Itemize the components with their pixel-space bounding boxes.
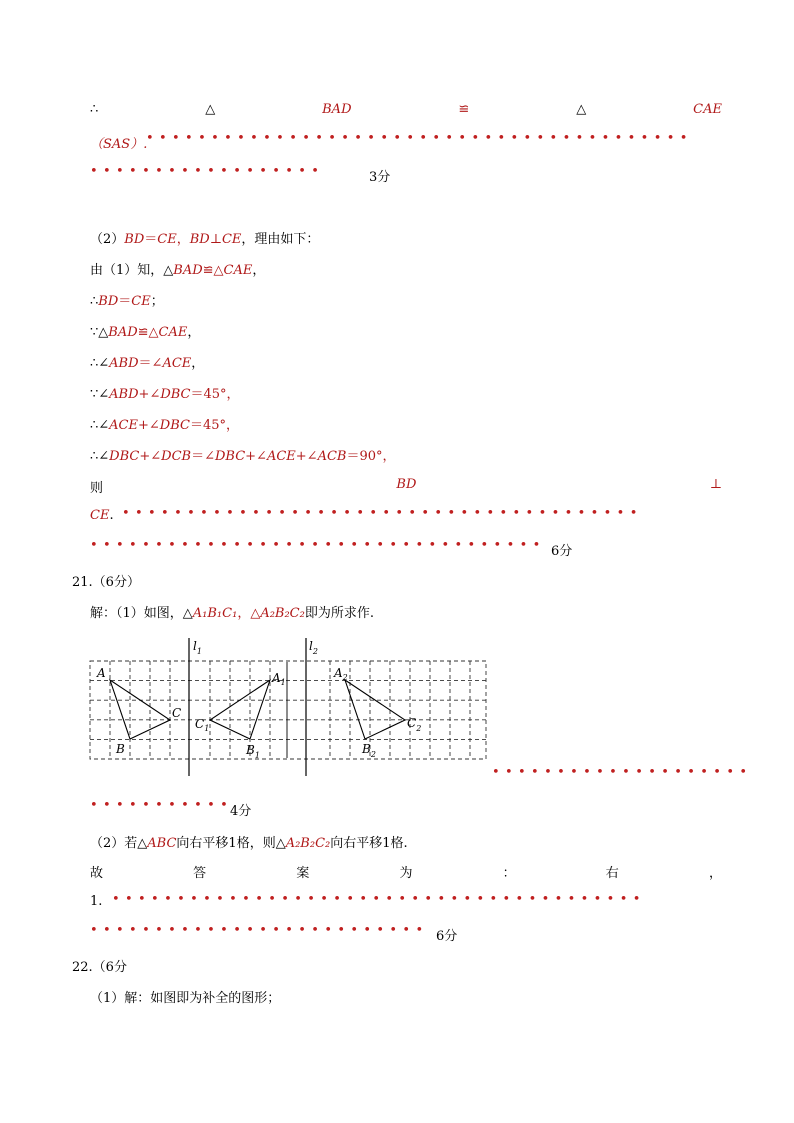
triangle-symbol: △ [576, 102, 587, 117]
q21-answer-line: 故 答 案 为 ： 右 ， [90, 866, 722, 881]
question-header: 21.（6分） [72, 575, 140, 590]
translation-grid-figure [80, 632, 500, 778]
q21-part2: （2）若△ABC向右平移1格，则△A₂B₂C₂向右平移1格. [90, 836, 408, 851]
score-label: 4分 [230, 804, 252, 819]
proof-step: ∴∠ABD＝∠ACE， [90, 356, 205, 371]
q20-part2-claim: （2）BD＝CE，BD⊥CE，理由如下： [90, 232, 320, 247]
term-bad: BAD [322, 102, 352, 117]
score-label: 6分 [436, 929, 458, 944]
question-header: 22.（6分 [72, 960, 127, 975]
vertex-b1: $B_1$ [246, 743, 260, 760]
q21-solution-intro: 解：（1）如图，△A₁B₁C₁，△A₂B₂C₂即为所求作. [90, 606, 374, 621]
triangle-symbol: △ [205, 102, 216, 117]
vertex-a: A [97, 666, 106, 680]
vertex-c: C [172, 706, 182, 720]
proof-step: 由（1）知，△BAD≌△CAE， [90, 263, 266, 278]
proof-step: ∴∠DBC+∠DCB＝∠DBC+∠ACE+∠ACB＝90°， [90, 449, 396, 464]
vertex-b2: $B_2$ [362, 742, 376, 759]
dashed-grid [90, 661, 486, 759]
proof-step: ∵△BAD≌△CAE， [90, 325, 201, 340]
dot-leader: •••••••••••••••••• [90, 164, 325, 179]
q21-answer-value: 1. [90, 894, 103, 909]
q22-part1: （1）解：如图即为补全的图形； [90, 991, 281, 1006]
congruent-symbol: ≌ [458, 102, 470, 117]
proof-conclusion-cont: CE. [90, 508, 114, 523]
vertex-c1: $C_1$ [195, 717, 210, 733]
dot-leader: ••••••••••••••••••••••••••••••••••• [90, 538, 546, 553]
dot-leader: •••••••••••••••••••• [492, 765, 753, 780]
vertex-a2: $A_2$ [334, 666, 348, 682]
proof-conclusion: 则 BD ⊥ [90, 477, 722, 496]
proof-step: ∵∠ABD+∠DBC＝45°， [90, 387, 240, 402]
term-cae: CAE [693, 102, 722, 117]
label-l2: $l_2$ [309, 639, 318, 656]
vertex-b: B [116, 742, 125, 756]
q20-line-congruence [90, 102, 722, 117]
proof-step: ∴BD＝CE； [90, 294, 164, 309]
vertex-a1: $A_1$ [272, 671, 286, 687]
sas-label: （SAS）. [90, 137, 148, 152]
dot-leader: •••••••••••••••••••••••••••••••••••••••••• [146, 131, 693, 146]
triangle-a2b2c2 [345, 680, 405, 739]
therefore-symbol: ∴ [90, 102, 99, 117]
dot-leader: ••••••••••••••••••••••••••••••••••••••••• [112, 892, 646, 907]
vertex-c2: $C_2$ [407, 716, 422, 733]
score-label: 3分 [369, 170, 391, 185]
proof-step: ∴∠ACE+∠DBC＝45°， [90, 418, 240, 433]
triangle-a1b1c1 [210, 680, 270, 739]
dot-leader: •••••••••••••••••••••••••• [90, 923, 429, 938]
dot-leader: ••••••••••• [90, 798, 234, 813]
score-label: 6分 [551, 544, 573, 559]
triangle-abc [110, 680, 170, 739]
label-l1: $l_1$ [193, 639, 202, 656]
dot-leader: •••••••••••••••••••••••••••••••••••••••• [122, 506, 643, 521]
